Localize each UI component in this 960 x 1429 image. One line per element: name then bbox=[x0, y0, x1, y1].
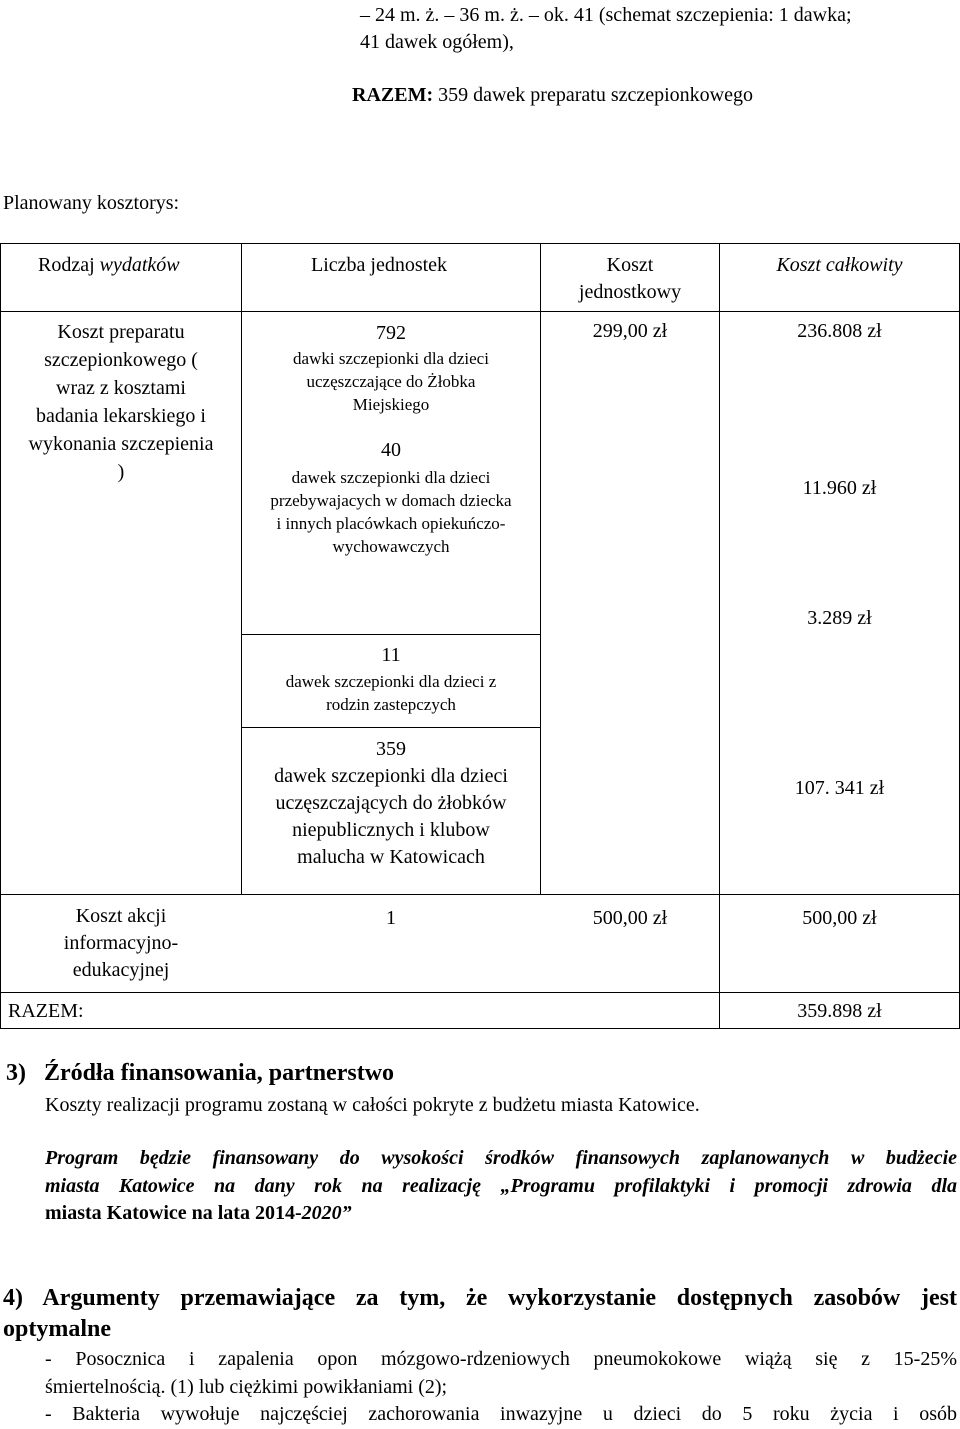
section3-heading bbox=[6, 1058, 394, 1088]
section3-heading-num: 3) bbox=[6, 1060, 32, 1086]
unit-359 bbox=[242, 736, 540, 871]
row1-label-line: badania lekarskiego i bbox=[36, 405, 206, 427]
unit-count: 359 bbox=[376, 738, 406, 760]
intro-razem bbox=[352, 82, 753, 109]
section3-text: Koszty realizacji programu zostaną w całości pokryte z budżetu miasta Katowice. bbox=[45, 1094, 700, 1116]
unit-desc-line: dawki szczepionki dla dzieci bbox=[293, 349, 489, 368]
table-row-divider-1 bbox=[0, 311, 960, 312]
intro-razem-text: 359 dawek preparatu szczepionkowego bbox=[433, 84, 753, 106]
row1-label-line: Koszt preparatu bbox=[57, 321, 185, 343]
header-koszt-calkowity: Koszt całkowity bbox=[776, 254, 903, 276]
row2-unit-cost: 500,00 zł bbox=[592, 907, 668, 929]
unit-desc-line: przebywajacych w domach dziecka bbox=[270, 491, 512, 510]
section3-italic-2: miasta Katowice na dany rok na realizację „Programu profilaktyki i promocji zdrowia dla bbox=[45, 1175, 957, 1197]
row2-label-line: Koszt akcji bbox=[75, 905, 167, 927]
unit-count: 11 bbox=[381, 644, 401, 666]
intro-line-2: 41 dawek ogółem), bbox=[360, 31, 514, 53]
section4-bullet-1-line-1: - Posocznica i zapalenia opon mózgowo-rdzeniowych pneumokokowe wiążą się z 15-25% bbox=[45, 1348, 957, 1370]
row2-total: 500,00 zł bbox=[802, 907, 877, 929]
unit-desc-line: Miejskiego bbox=[352, 395, 430, 414]
total-359: 107. 341 zł bbox=[794, 777, 885, 799]
unit-count: 40 bbox=[381, 439, 401, 461]
table-cell-divider-11 bbox=[241, 634, 540, 635]
row2-label bbox=[1, 903, 241, 984]
kosztorys-title: Planowany kosztorys: bbox=[3, 192, 180, 214]
section4-bullet-1-line-2: śmiertelnością. (1) lub ciężkimi powikłaniami (2); bbox=[45, 1376, 448, 1398]
unit-desc-line: uczęszczające do Żłobka bbox=[306, 372, 476, 391]
unit-cost: 299,00 zł bbox=[592, 320, 668, 342]
table-row-divider-3 bbox=[0, 992, 960, 993]
section3-italic-3a: miasta Katowice na lata 2014- bbox=[45, 1202, 302, 1224]
unit-40 bbox=[242, 437, 540, 558]
unit-11 bbox=[242, 642, 540, 716]
section4-heading-1: 4) Argumenty przemawiające za tym, że wykorzystanie dostępnych zasobów jest bbox=[3, 1285, 957, 1311]
section3-heading-text: Źródła finansowania, partnerstwo bbox=[44, 1060, 395, 1086]
header-liczba: Liczba jednostek bbox=[311, 254, 448, 276]
section4-bullet-2-line-1: - Bakteria wywołuje najczęściej zachorowania inwazyjne u dzieci do 5 roku życia i osób bbox=[45, 1403, 957, 1425]
table-border-top bbox=[0, 243, 960, 244]
row2-count: 1 bbox=[386, 907, 396, 929]
row1-label bbox=[1, 318, 241, 486]
header-koszt-jedn-2: jednostkowy bbox=[578, 281, 682, 303]
section3-italic-3b: 2020” bbox=[301, 1202, 352, 1224]
section3-italic-3 bbox=[45, 1200, 352, 1227]
row2-label-line: edukacyjnej bbox=[72, 959, 170, 981]
table-border-bottom bbox=[0, 1028, 960, 1029]
table-row-divider-2 bbox=[0, 894, 960, 895]
unit-792 bbox=[242, 320, 540, 416]
unit-desc-line: dawek szczepionki dla dzieci bbox=[291, 468, 491, 487]
unit-desc-line: dawek szczepionki dla dzieci z bbox=[285, 672, 497, 691]
header-rodzaj bbox=[38, 252, 180, 279]
header-koszt-jedn-1: Koszt bbox=[606, 254, 654, 276]
row1-label-line: szczepionkowego ( bbox=[44, 349, 198, 371]
row2-label-line: informacyjno- bbox=[63, 932, 179, 954]
unit-desc-line: malucha w Katowicach bbox=[297, 846, 485, 868]
row1-label-line: ) bbox=[117, 461, 125, 483]
unit-desc-line: rodzin zastepczych bbox=[326, 695, 456, 714]
intro-razem-label: RAZEM: bbox=[352, 84, 434, 106]
total-11: 3.289 zł bbox=[807, 607, 872, 629]
unit-count: 792 bbox=[376, 322, 406, 344]
total-792: 236.808 zł bbox=[797, 320, 882, 342]
unit-desc-line: uczęszczających do żłobków bbox=[275, 792, 507, 814]
header-koszt-jednostkowy bbox=[541, 252, 719, 306]
table-cell-divider-359 bbox=[241, 727, 540, 728]
unit-desc-line: wychowawczych bbox=[332, 537, 450, 556]
section4-heading-2: optymalne bbox=[3, 1316, 111, 1342]
intro-line-1: – 24 m. ż. – 36 m. ż. – ok. 41 (schemat szczepienia: 1 dawka; bbox=[360, 4, 852, 26]
section3-italic-1: Program będzie finansowany do wysokości środków finansowych zaplanowanych w budżecie bbox=[45, 1147, 957, 1169]
row1-label-line: wraz z kosztami bbox=[56, 377, 186, 399]
header-rodzaj-a: Rodzaj bbox=[38, 254, 100, 276]
unit-desc-line: i innych placówkach opiekuńczo- bbox=[276, 514, 506, 533]
razem-label: RAZEM: bbox=[8, 1000, 84, 1022]
total-40: 11.960 zł bbox=[802, 477, 877, 499]
header-rodzaj-b: wydatków bbox=[99, 254, 180, 276]
unit-desc-line: dawek szczepionki dla dzieci bbox=[274, 765, 508, 787]
razem-total: 359.898 zł bbox=[797, 1000, 882, 1022]
unit-desc-line: niepublicznych i klubow bbox=[292, 819, 490, 841]
row1-label-line: wykonania szczepienia bbox=[28, 433, 214, 455]
